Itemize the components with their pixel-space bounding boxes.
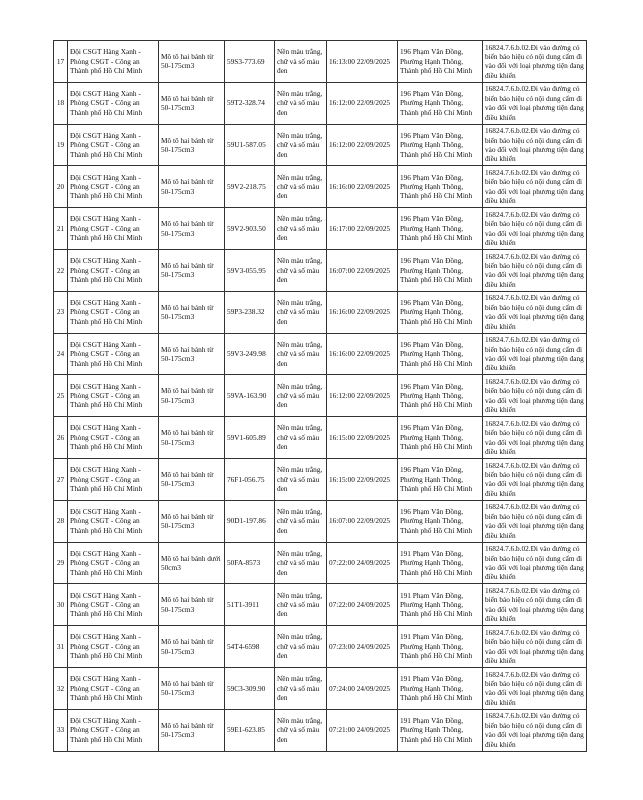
violation-location-cell: 196 Phạm Văn Đồng, Phường Hạnh Thông, Thành phố Hồ Chí Minh	[398, 249, 483, 291]
violation-description-cell: 16824.7.6.b.02.Đi vào đường có biển báo hiệu có nội dung cấm đi vào đối với loại phương tiện đang điều khiển	[483, 417, 587, 459]
vehicle-type-cell: Mô tô hai bánh từ 50-175cm3	[159, 375, 225, 417]
violation-description-cell: 16824.7.6.b.02.Đi vào đường có biển báo hiệu có nội dung cấm đi vào đối với loại phương tiện đang điều khiển	[483, 249, 587, 291]
violation-time-cell: 16:12:00 22/09/2025	[327, 375, 398, 417]
violation-time-cell: 16:16:00 22/09/2025	[327, 333, 398, 375]
issuing-unit-cell: Đội CSGT Hàng Xanh - Phòng CSGT - Công an Thành phố Hồ Chí Minh	[68, 584, 159, 626]
violation-description-cell: 16824.7.6.b.02.Đi vào đường có biển báo hiệu có nội dung cấm đi vào đối với loại phương tiện đang điều khiển	[483, 500, 587, 542]
violation-location-cell: 196 Phạm Văn Đồng, Phường Hạnh Thông, Thành phố Hồ Chí Minh	[398, 500, 483, 542]
issuing-unit-cell: Đội CSGT Hàng Xanh - Phòng CSGT - Công an Thành phố Hồ Chí Minh	[68, 166, 159, 208]
violation-location-cell: 196 Phạm Văn Đồng, Phường Hạnh Thông, Thành phố Hồ Chí Minh	[398, 124, 483, 166]
violation-time-cell: 16:12:00 22/09/2025	[327, 124, 398, 166]
row-number-cell: 31	[54, 626, 68, 668]
license-plate-cell: 59V1-605.89	[225, 417, 275, 459]
issuing-unit-cell: Đội CSGT Hàng Xanh - Phòng CSGT - Công an Thành phố Hồ Chí Minh	[68, 41, 159, 83]
vehicle-type-cell: Mô tô hai bánh từ 50-175cm3	[159, 208, 225, 250]
plate-color-cell: Nền màu trắng, chữ và số màu đen	[275, 291, 327, 333]
violation-time-cell: 16:15:00 22/09/2025	[327, 417, 398, 459]
violation-description-cell: 16824.7.6.b.02.Đi vào đường có biển báo hiệu có nội dung cấm đi vào đối với loại phương tiện đang điều khiển	[483, 124, 587, 166]
violation-location-cell: 191 Phạm Văn Đồng, Phường Hạnh Thông, Thành phố Hồ Chí Minh	[398, 667, 483, 709]
issuing-unit-cell: Đội CSGT Hàng Xanh - Phòng CSGT - Công an Thành phố Hồ Chí Minh	[68, 667, 159, 709]
license-plate-cell: 59V3-055.95	[225, 249, 275, 291]
issuing-unit-cell: Đội CSGT Hàng Xanh - Phòng CSGT - Công an Thành phố Hồ Chí Minh	[68, 333, 159, 375]
row-number-cell: 21	[54, 208, 68, 250]
violation-description-cell: 16824.7.6.b.02.Đi vào đường có biển báo hiệu có nội dung cấm đi vào đối với loại phương tiện đang điều khiển	[483, 667, 587, 709]
violation-location-cell: 196 Phạm Văn Đồng, Phường Hạnh Thông, Thành phố Hồ Chí Minh	[398, 417, 483, 459]
violation-location-cell: 196 Phạm Văn Đồng, Phường Hạnh Thông, Thành phố Hồ Chí Minh	[398, 291, 483, 333]
vehicle-type-cell: Mô tô hai bánh từ 50-175cm3	[159, 584, 225, 626]
violation-location-cell: 196 Phạm Văn Đồng, Phường Hạnh Thông, Thành phố Hồ Chí Minh	[398, 41, 483, 83]
issuing-unit-cell: Đội CSGT Hàng Xanh - Phòng CSGT - Công an Thành phố Hồ Chí Minh	[68, 542, 159, 584]
plate-color-cell: Nền màu trắng, chữ và số màu đen	[275, 584, 327, 626]
plate-color-cell: Nền màu trắng, chữ và số màu đen	[275, 124, 327, 166]
issuing-unit-cell: Đội CSGT Hàng Xanh - Phòng CSGT - Công an Thành phố Hồ Chí Minh	[68, 82, 159, 124]
plate-color-cell: Nền màu trắng, chữ và số màu đen	[275, 417, 327, 459]
issuing-unit-cell: Đội CSGT Hàng Xanh - Phòng CSGT - Công an Thành phố Hồ Chí Minh	[68, 626, 159, 668]
violation-description-cell: 16824.7.6.b.02.Đi vào đường có biển báo hiệu có nội dung cấm đi vào đối với loại phương tiện đang điều khiển	[483, 82, 587, 124]
vehicle-type-cell: Mô tô hai bánh từ 50-175cm3	[159, 82, 225, 124]
license-plate-cell: 59V2-218.75	[225, 166, 275, 208]
plate-color-cell: Nền màu trắng, chữ và số màu đen	[275, 333, 327, 375]
table-row	[54, 667, 587, 709]
license-plate-cell: 59P3-238.32	[225, 291, 275, 333]
issuing-unit-cell: Đội CSGT Hàng Xanh - Phòng CSGT - Công an Thành phố Hồ Chí Minh	[68, 208, 159, 250]
issuing-unit-cell: Đội CSGT Hàng Xanh - Phòng CSGT - Công an Thành phố Hồ Chí Minh	[68, 291, 159, 333]
table-row	[54, 458, 587, 500]
vehicle-type-cell: Mô tô hai bánh từ 50-175cm3	[159, 41, 225, 83]
vehicle-type-cell: Mô tô hai bánh từ 50-175cm3	[159, 500, 225, 542]
row-number-cell: 27	[54, 458, 68, 500]
violation-time-cell: 16:07:00 22/09/2025	[327, 500, 398, 542]
violations-table	[53, 40, 587, 752]
violation-location-cell: 196 Phạm Văn Đồng, Phường Hạnh Thông, Thành phố Hồ Chí Minh	[398, 375, 483, 417]
violation-description-cell: 16824.7.6.b.02.Đi vào đường có biển báo hiệu có nội dung cấm đi vào đối với loại phương tiện đang điều khiển	[483, 208, 587, 250]
violation-location-cell: 191 Phạm Văn Đồng, Phường Hạnh Thông, Thành phố Hồ Chí Minh	[398, 584, 483, 626]
table-row	[54, 626, 587, 668]
violation-description-cell: 16824.7.6.b.02.Đi vào đường có biển báo hiệu có nội dung cấm đi vào đối với loại phương tiện đang điều khiển	[483, 458, 587, 500]
plate-color-cell: Nền màu trắng, chữ và số màu đen	[275, 542, 327, 584]
violation-time-cell: 07:23:00 24/09/2025	[327, 626, 398, 668]
table-row	[54, 500, 587, 542]
vehicle-type-cell: Mô tô hai bánh từ 50-175cm3	[159, 709, 225, 751]
violation-time-cell: 16:13:00 22/09/2025	[327, 41, 398, 83]
violation-description-cell: 16824.7.6.b.02.Đi vào đường có biển báo hiệu có nội dung cấm đi vào đối với loại phương tiện đang điều khiển	[483, 375, 587, 417]
row-number-cell: 30	[54, 584, 68, 626]
table-row	[54, 249, 587, 291]
table-row	[54, 208, 587, 250]
license-plate-cell: 76F1-056.75	[225, 458, 275, 500]
plate-color-cell: Nền màu trắng, chữ và số màu đen	[275, 500, 327, 542]
issuing-unit-cell: Đội CSGT Hàng Xanh - Phòng CSGT - Công an Thành phố Hồ Chí Minh	[68, 417, 159, 459]
vehicle-type-cell: Mô tô hai bánh từ 50-175cm3	[159, 333, 225, 375]
violation-location-cell: 196 Phạm Văn Đồng, Phường Hạnh Thông, Thành phố Hồ Chí Minh	[398, 166, 483, 208]
table-row	[54, 542, 587, 584]
row-number-cell: 28	[54, 500, 68, 542]
plate-color-cell: Nền màu trắng, chữ và số màu đen	[275, 41, 327, 83]
violation-time-cell: 07:22:00 24/09/2025	[327, 542, 398, 584]
violation-location-cell: 196 Phạm Văn Đồng, Phường Hạnh Thông, Thành phố Hồ Chí Minh	[398, 458, 483, 500]
plate-color-cell: Nền màu trắng, chữ và số màu đen	[275, 249, 327, 291]
license-plate-cell: 54T4-6598	[225, 626, 275, 668]
table-row	[54, 291, 587, 333]
row-number-cell: 26	[54, 417, 68, 459]
violation-time-cell: 16:12:00 22/09/2025	[327, 82, 398, 124]
table-row	[54, 333, 587, 375]
violation-location-cell: 196 Phạm Văn Đồng, Phường Hạnh Thông, Thành phố Hồ Chí Minh	[398, 82, 483, 124]
license-plate-cell: 90D1-197.86	[225, 500, 275, 542]
violation-time-cell: 16:15:00 22/09/2025	[327, 458, 398, 500]
table-body	[54, 41, 587, 752]
violation-description-cell: 16824.7.6.b.02.Đi vào đường có biển báo hiệu có nội dung cấm đi vào đối với loại phương tiện đang điều khiển	[483, 626, 587, 668]
license-plate-cell: 50FA-8573	[225, 542, 275, 584]
violation-location-cell: 191 Phạm Văn Đồng, Phường Hạnh Thông, Thành phố Hồ Chí Minh	[398, 709, 483, 751]
violation-description-cell: 16824.7.6.b.02.Đi vào đường có biển báo hiệu có nội dung cấm đi vào đối với loại phương tiện đang điều khiển	[483, 333, 587, 375]
vehicle-type-cell: Mô tô hai bánh từ 50-175cm3	[159, 291, 225, 333]
table-row	[54, 417, 587, 459]
vehicle-type-cell: Mô tô hai bánh dưới 50cm3	[159, 542, 225, 584]
violation-time-cell: 16:16:00 22/09/2025	[327, 166, 398, 208]
violation-description-cell: 16824.7.6.b.02.Đi vào đường có biển báo hiệu có nội dung cấm đi vào đối với loại phương tiện đang điều khiển	[483, 166, 587, 208]
row-number-cell: 20	[54, 166, 68, 208]
issuing-unit-cell: Đội CSGT Hàng Xanh - Phòng CSGT - Công an Thành phố Hồ Chí Minh	[68, 249, 159, 291]
license-plate-cell: 59E1-623.85	[225, 709, 275, 751]
violation-location-cell: 196 Phạm Văn Đồng, Phường Hạnh Thông, Thành phố Hồ Chí Minh	[398, 208, 483, 250]
plate-color-cell: Nền màu trắng, chữ và số màu đen	[275, 667, 327, 709]
vehicle-type-cell: Mô tô hai bánh từ 50-175cm3	[159, 626, 225, 668]
violation-location-cell: 196 Phạm Văn Đồng, Phường Hạnh Thông, Thành phố Hồ Chí Minh	[398, 333, 483, 375]
plate-color-cell: Nền màu trắng, chữ và số màu đen	[275, 82, 327, 124]
violation-time-cell: 16:07:00 22/09/2025	[327, 249, 398, 291]
violation-time-cell: 07:21:00 24/09/2025	[327, 709, 398, 751]
table-row	[54, 709, 587, 751]
issuing-unit-cell: Đội CSGT Hàng Xanh - Phòng CSGT - Công an Thành phố Hồ Chí Minh	[68, 124, 159, 166]
violation-description-cell: 16824.7.6.b.02.Đi vào đường có biển báo hiệu có nội dung cấm đi vào đối với loại phương tiện đang điều khiển	[483, 41, 587, 83]
table-row	[54, 584, 587, 626]
row-number-cell: 33	[54, 709, 68, 751]
row-number-cell: 32	[54, 667, 68, 709]
table-row	[54, 375, 587, 417]
violation-location-cell: 191 Phạm Văn Đồng, Phường Hạnh Thông, Thành phố Hồ Chí Minh	[398, 542, 483, 584]
row-number-cell: 18	[54, 82, 68, 124]
table-row	[54, 166, 587, 208]
row-number-cell: 19	[54, 124, 68, 166]
vehicle-type-cell: Mô tô hai bánh từ 50-175cm3	[159, 667, 225, 709]
table-row	[54, 82, 587, 124]
table-row	[54, 41, 587, 83]
issuing-unit-cell: Đội CSGT Hàng Xanh - Phòng CSGT - Công an Thành phố Hồ Chí Minh	[68, 709, 159, 751]
violation-time-cell: 07:22:00 24/09/2025	[327, 584, 398, 626]
license-plate-cell: 59S3-773.69	[225, 41, 275, 83]
row-number-cell: 25	[54, 375, 68, 417]
violation-description-cell: 16824.7.6.b.02.Đi vào đường có biển báo hiệu có nội dung cấm đi vào đối với loại phương tiện đang điều khiển	[483, 542, 587, 584]
violation-description-cell: 16824.7.6.b.02.Đi vào đường có biển báo hiệu có nội dung cấm đi vào đối với loại phương tiện đang điều khiển	[483, 709, 587, 751]
row-number-cell: 22	[54, 249, 68, 291]
vehicle-type-cell: Mô tô hai bánh từ 50-175cm3	[159, 458, 225, 500]
table-row	[54, 124, 587, 166]
issuing-unit-cell: Đội CSGT Hàng Xanh - Phòng CSGT - Công an Thành phố Hồ Chí Minh	[68, 375, 159, 417]
plate-color-cell: Nền màu trắng, chữ và số màu đen	[275, 458, 327, 500]
violation-location-cell: 191 Phạm Văn Đồng, Phường Hạnh Thông, Thành phố Hồ Chí Minh	[398, 626, 483, 668]
violation-time-cell: 07:24:00 24/09/2025	[327, 667, 398, 709]
vehicle-type-cell: Mô tô hai bánh từ 50-175cm3	[159, 417, 225, 459]
license-plate-cell: 59V2-903.50	[225, 208, 275, 250]
violation-description-cell: 16824.7.6.b.02.Đi vào đường có biển báo hiệu có nội dung cấm đi vào đối với loại phương tiện đang điều khiển	[483, 291, 587, 333]
license-plate-cell: 59U1-587.05	[225, 124, 275, 166]
vehicle-type-cell: Mô tô hai bánh từ 50-175cm3	[159, 249, 225, 291]
plate-color-cell: Nền màu trắng, chữ và số màu đen	[275, 709, 327, 751]
license-plate-cell: 59VA-163.90	[225, 375, 275, 417]
license-plate-cell: 59T2-328.74	[225, 82, 275, 124]
violation-description-cell: 16824.7.6.b.02.Đi vào đường có biển báo hiệu có nội dung cấm đi vào đối với loại phương tiện đang điều khiển	[483, 584, 587, 626]
vehicle-type-cell: Mô tô hai bánh từ 50-175cm3	[159, 124, 225, 166]
plate-color-cell: Nền màu trắng, chữ và số màu đen	[275, 208, 327, 250]
violation-time-cell: 16:17:00 22/09/2025	[327, 208, 398, 250]
violation-time-cell: 16:16:00 22/09/2025	[327, 291, 398, 333]
vehicle-type-cell: Mô tô hai bánh từ 50-175cm3	[159, 166, 225, 208]
license-plate-cell: 59C3-309.90	[225, 667, 275, 709]
license-plate-cell: 59V3-249.98	[225, 333, 275, 375]
row-number-cell: 24	[54, 333, 68, 375]
issuing-unit-cell: Đội CSGT Hàng Xanh - Phòng CSGT - Công an Thành phố Hồ Chí Minh	[68, 500, 159, 542]
plate-color-cell: Nền màu trắng, chữ và số màu đen	[275, 375, 327, 417]
plate-color-cell: Nền màu trắng, chữ và số màu đen	[275, 166, 327, 208]
row-number-cell: 23	[54, 291, 68, 333]
license-plate-cell: 51T1-3911	[225, 584, 275, 626]
issuing-unit-cell: Đội CSGT Hàng Xanh - Phòng CSGT - Công an Thành phố Hồ Chí Minh	[68, 458, 159, 500]
row-number-cell: 17	[54, 41, 68, 83]
row-number-cell: 29	[54, 542, 68, 584]
plate-color-cell: Nền màu trắng, chữ và số màu đen	[275, 626, 327, 668]
